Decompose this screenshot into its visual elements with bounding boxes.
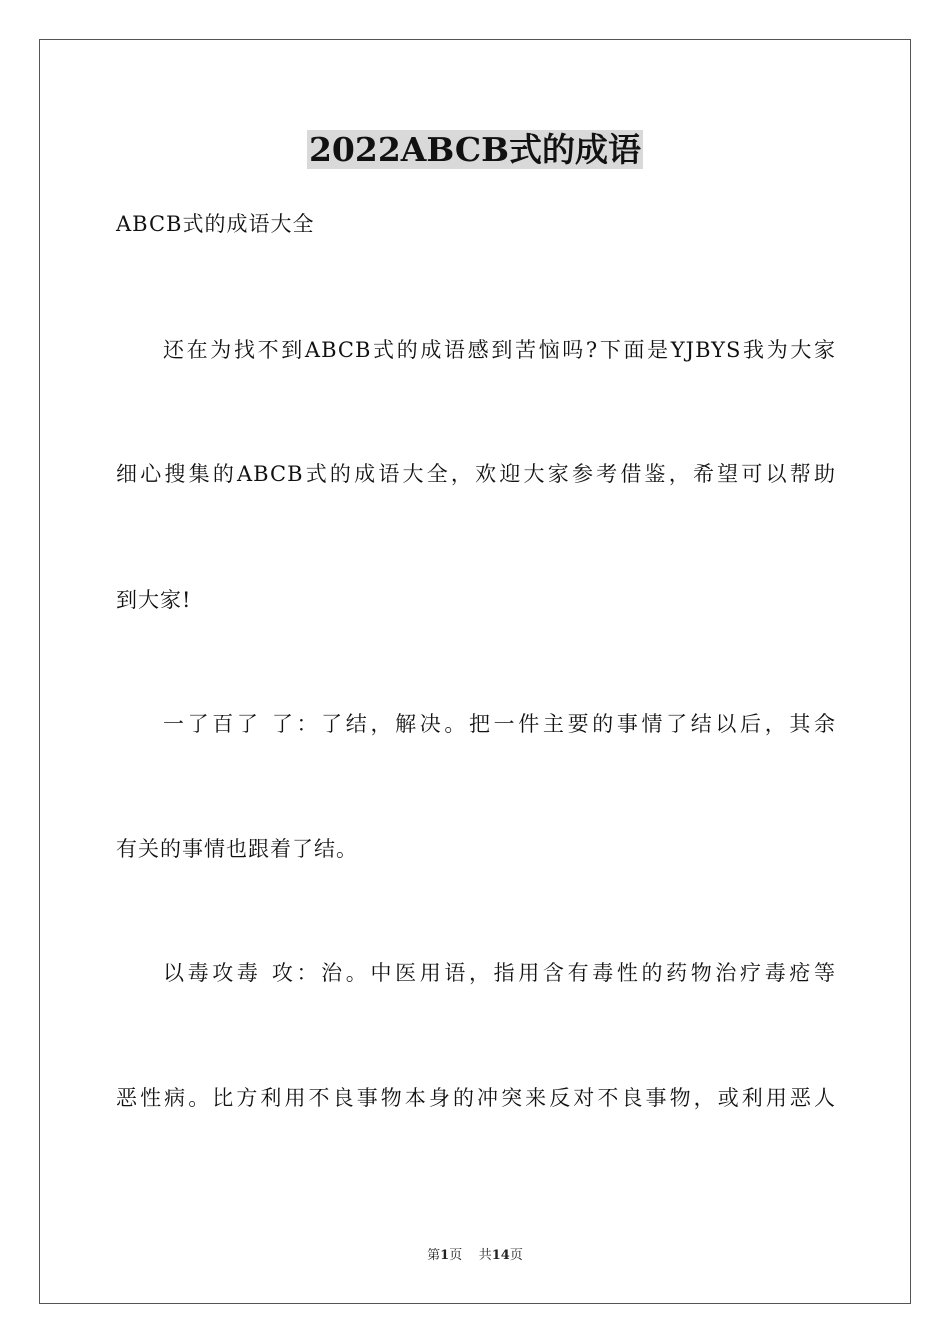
paragraph-line: 还在为找不到ABCB式的成语感到苦恼吗?下面是YJBYS我为大家 <box>163 338 836 362</box>
paragraph-line: 恶性病。比方利用不良事物本身的冲突来反对不良事物，或利用恶人 <box>116 1086 836 1110</box>
footer-page-number: 1 <box>440 1248 450 1263</box>
footer-total-prefix: 共 <box>478 1248 492 1263</box>
paragraph-line: 一了百了 了：了结，解决。把一件主要的事情了结以后，其余 <box>163 712 836 736</box>
page-footer <box>0 1247 950 1265</box>
paragraph-line: 有关的事情也跟着了结。 <box>116 837 358 861</box>
document-subtitle: ABCB式的成语大全 <box>116 212 315 236</box>
footer-page-prefix: 第 <box>427 1248 441 1263</box>
footer-page-suffix: 页 <box>449 1248 463 1263</box>
footer-total-pages: 14 <box>491 1248 510 1263</box>
paragraph-line: 以毒攻毒 攻：治。中医用语，指用含有毒性的药物治疗毒疮等 <box>163 961 836 985</box>
document-title-text: 2022ABCB式的成语 <box>308 130 642 169</box>
document-title <box>0 128 950 172</box>
paragraph-line: 细心搜集的ABCB式的成语大全，欢迎大家参考借鉴，希望可以帮助 <box>116 462 836 486</box>
footer-total-suffix: 页 <box>509 1248 523 1263</box>
paragraph-line: 到大家! <box>116 588 192 612</box>
